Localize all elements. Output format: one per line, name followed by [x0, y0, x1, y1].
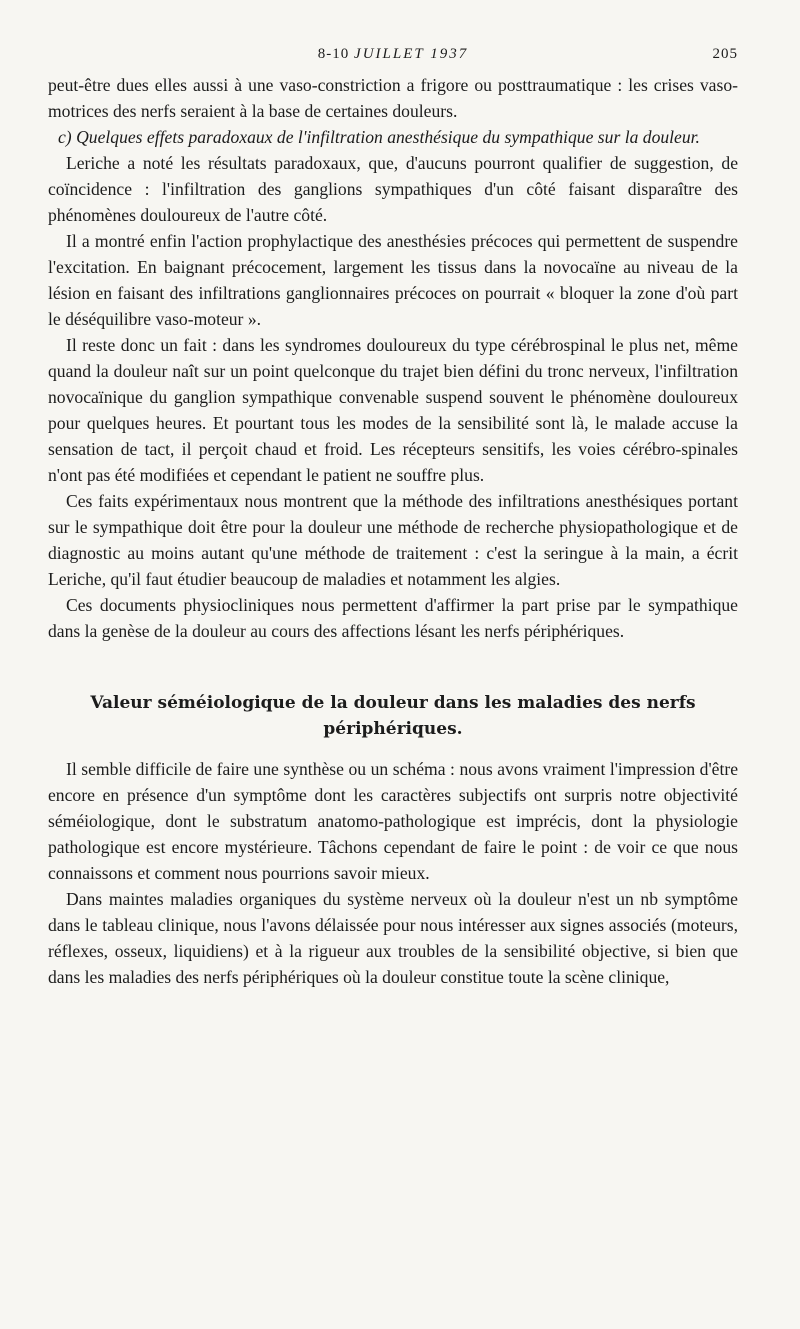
paragraph: Il reste donc un fait : dans les syndromes douloureux du type cérébrospinal le plus net, même quand la douleur naît sur un point quelconque du trajet bien défini du tronc nerveux, l'infiltration novocaïnique du ganglion sympathique convenable suspend souvent le phénomène douloureux pour quelques heures. Et pourtant tous les modes de la sensibilité sont là, le malade accuse la sensation de tact, il perçoit chaud et froid. Les récepteurs sensitifs, les voies cérébro-spinales n'ont pas été modifiées et cependant le patient ne souffre plus.: [48, 335, 738, 485]
section-title: Valeur séméiologique de la douleur dans les maladies des nerfs périphériques.: [90, 693, 696, 739]
page: [48, 40, 738, 990]
paragraph: Il a montré enfin l'action prophylactique des anesthésies précoces qui permettent de suspendre l'excitation. En baignant précocement, largement les tissus dans la novocaïne au niveau de la lésion en faisant des infiltrations ganglionnaires précoces on pourrait « bloquer la zone d'où part le déséquilibre vaso-moteur ».: [48, 231, 738, 329]
paragraph: peut-être dues elles aussi à une vaso-constriction a frigore ou posttraumatique : les crises vaso-motrices des nerfs seraient à la base de certaines douleurs.: [48, 75, 738, 121]
subheading-label: c): [58, 127, 72, 147]
header-month-year: JUILLET 1937: [354, 46, 469, 62]
paragraph: Ces documents physiocliniques nous permettent d'affirmer la part prise par le sympathique dans la genèse de la douleur au cours des affections lésant les nerfs périphériques.: [48, 595, 738, 641]
paragraph: Il semble difficile de faire une synthèse ou un schéma : nous avons vraiment l'impression d'être encore en présence d'un symptôme dont les caractères subjectifs ont surpris notre objectivité séméiologique, dont le substratum anatomo-pathologique est imprécis, dont la physiologie pathologique est encore mystérieure. Tâchons cependant de faire le point : de voir ce que nous connaissons et comment nous pourrions savoir mieux.: [48, 759, 738, 883]
subheading: [48, 124, 738, 150]
header-date: [48, 46, 738, 63]
running-header: [48, 40, 738, 72]
subheading-text: Quelques effets paradoxaux de l'infiltration anesthésique du sympathique sur la douleur.: [76, 127, 700, 147]
header-date-prefix: 8-10: [317, 46, 350, 62]
page-number: 205: [712, 46, 738, 62]
paragraph: Ces faits expérimentaux nous montrent que la méthode des infiltrations anesthésiques portant sur le sympathique doit être pour la douleur une méthode de recherche physiopathologique et de diagnostic au moins autant qu'une méthode de traitement : c'est la seringue à la main, a écrit Leriche, qu'il faut étudier beaucoup de maladies et notamment les algies.: [48, 491, 738, 589]
paragraph: Leriche a noté les résultats paradoxaux, que, d'aucuns pourront qualifier de suggestion, de coïncidence : l'infiltration des ganglions sympathiques d'un côté faisant disparaître des phénomènes douloureux de l'autre côté.: [48, 153, 738, 225]
paragraph: Dans maintes maladies organiques du système nerveux où la douleur n'est un nb symptôme dans le tableau clinique, nous l'avons délaissée pour nous intéresser aux signes associés (moteurs, réflexes, osseux, liquidiens) et à la rigueur aux troubles de la sensibilité objective, si bien que dans les maladies des nerfs périphériques où la douleur constitue toute la scène clinique,: [48, 889, 738, 987]
